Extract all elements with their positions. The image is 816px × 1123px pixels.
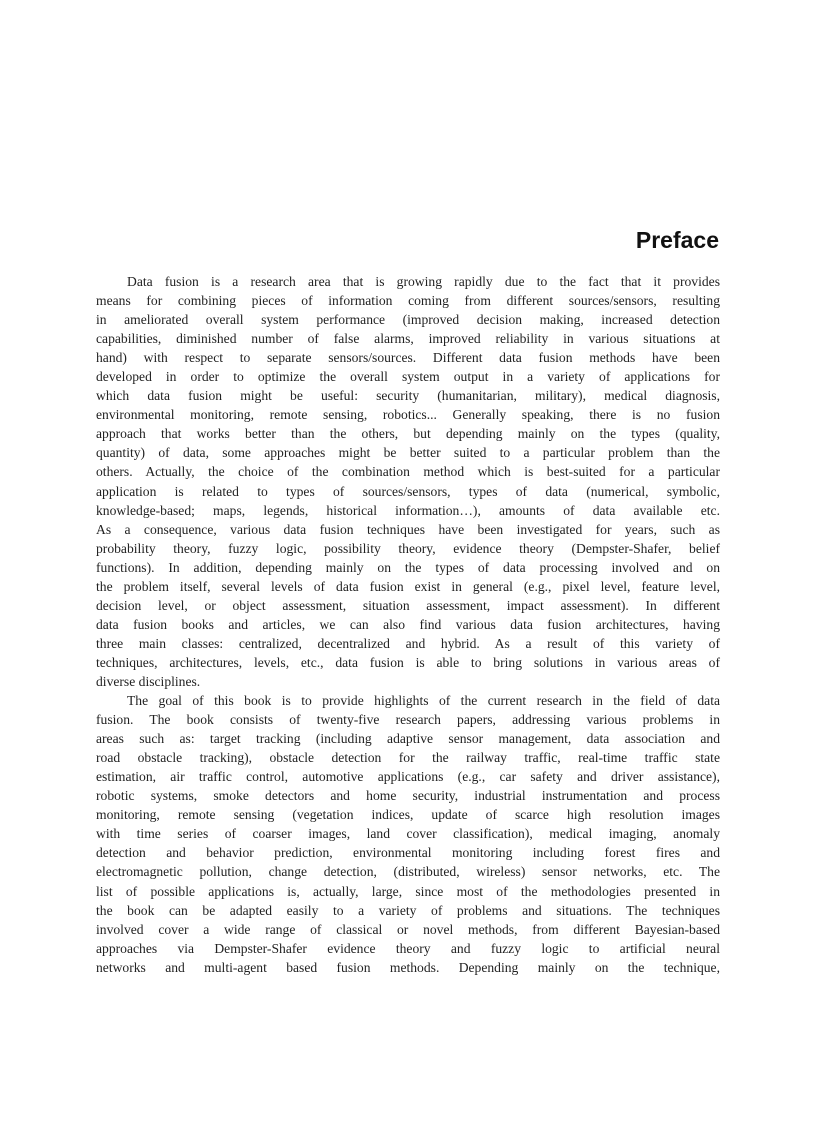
text-line: environmental monitoring, remote sensing, robotics... Generally speaking, there is no fusion bbox=[96, 407, 720, 423]
text-line: quantity) of data, some approaches might be better suited to a particular problem than the bbox=[96, 445, 720, 461]
text-line: detection and behavior prediction, environmental monitoring including forest fires and bbox=[96, 845, 720, 861]
text-line: which data fusion might be useful: security (humanitarian, military), medical diagnosis, bbox=[96, 388, 720, 404]
text-line: As a consequence, various data fusion techniques have been investigated for years, such as bbox=[96, 521, 720, 537]
text-line: means for combining pieces of information coming from different sources/sensors, resulting bbox=[96, 293, 720, 309]
text-line: the book can be adapted easily to a variety of problems and situations. The techniques bbox=[96, 902, 720, 918]
text-line: capabilities, diminished number of false alarms, improved reliability in various situations at bbox=[96, 331, 720, 347]
text-line: with time series of coarser images, land cover classification), medical imaging, anomaly bbox=[96, 826, 720, 842]
text-line: involved cover a wide range of classical or novel methods, from different Bayesian-based bbox=[96, 921, 720, 937]
text-line: networks and multi-agent based fusion methods. Depending mainly on the technique, bbox=[96, 959, 720, 975]
text-line: probability theory, fuzzy logic, possibility theory, evidence theory (Dempster-Shafer, belief bbox=[96, 540, 720, 556]
text-line: techniques, architectures, levels, etc., data fusion is able to bring solutions in various areas of bbox=[96, 654, 720, 670]
text-line: data fusion books and articles, we can also find various data fusion architectures, having bbox=[96, 616, 720, 632]
text-line: The goal of this book is to provide highlights of the current research in the field of data bbox=[127, 693, 720, 709]
text-line: diverse disciplines. bbox=[96, 673, 201, 689]
text-line: hand) with respect to separate sensors/sources. Different data fusion methods have been bbox=[96, 350, 720, 366]
text-line: list of possible applications is, actually, large, since most of the methodologies presented in bbox=[96, 883, 720, 899]
text-line: application is related to types of sources/sensors, types of data (numerical, symbolic, bbox=[96, 483, 720, 499]
text-line: robotic systems, smoke detectors and home security, industrial instrumentation and process bbox=[96, 788, 720, 804]
text-line: decision level, or object assessment, situation assessment, impact assessment). In different bbox=[96, 597, 720, 613]
text-line: areas such as: target tracking (including adaptive sensor management, data association and bbox=[96, 731, 720, 747]
text-line: three main classes: centralized, decentralized and hybrid. As a result of this variety of bbox=[96, 635, 720, 651]
text-line: road obstacle tracking), obstacle detection for the railway traffic, real-time traffic state bbox=[96, 750, 720, 766]
paragraph-2 bbox=[96, 691, 720, 977]
paragraph-1 bbox=[96, 272, 720, 691]
text-line: monitoring, remote sensing (vegetation indices, update of scarce high resolution images bbox=[96, 807, 720, 823]
page-title: Preface bbox=[635, 227, 719, 253]
text-line: electromagnetic pollution, change detection, (distributed, wireless) sensor networks, etc. The bbox=[96, 864, 720, 880]
text-line: knowledge-based; maps, legends, historical information…), amounts of data available etc. bbox=[96, 502, 720, 518]
body-text bbox=[96, 272, 720, 977]
text-line: the problem itself, several levels of data fusion exist in general (e.g., pixel level, feature level, bbox=[96, 578, 720, 594]
text-line: approach that works better than the others, but depending mainly on the types (quality, bbox=[96, 426, 720, 442]
text-line: developed in order to optimize the overall system output in a variety of applications for bbox=[96, 369, 720, 385]
text-line: others. Actually, the choice of the combination method which is best-suited for a particular bbox=[96, 464, 720, 480]
text-line: fusion. The book consists of twenty-five research papers, addressing various problems in bbox=[96, 712, 720, 728]
text-line: Data fusion is a research area that is growing rapidly due to the fact that it provides bbox=[127, 274, 720, 289]
text-line: in ameliorated overall system performance (improved decision making, increased detection bbox=[96, 312, 720, 328]
text-line: functions). In addition, depending mainly on the types of data processing involved and on bbox=[96, 559, 720, 575]
text-line: approaches via Dempster-Shafer evidence theory and fuzzy logic to artificial neural bbox=[96, 940, 720, 956]
text-line: estimation, air traffic control, automotive applications (e.g., car safety and driver assistance), bbox=[96, 769, 720, 785]
